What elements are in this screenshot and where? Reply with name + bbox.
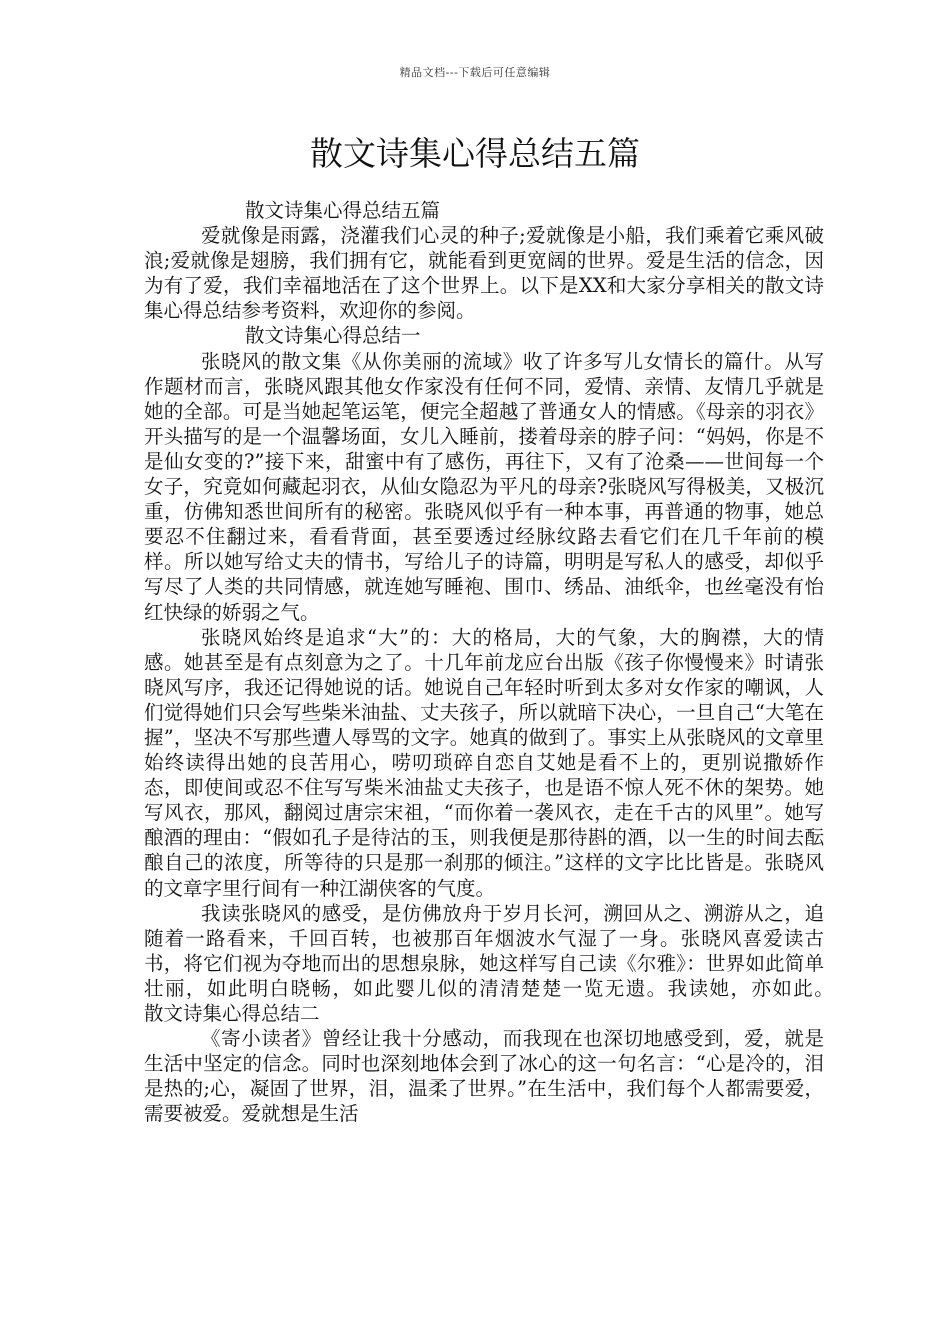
section-heading-1: 散文诗集心得总结一 (245, 324, 421, 348)
intro-paragraph: 爱就像是雨露，浇灌我们心灵的种子;爱就像是小船，我们乘着它乘风破浪;爱就像是翅膀，我们拥有它，就能看到更宽阔的世界。爱是生活的信念，因为有了爱，我们幸福地活在了这个世界上。以下是XX和大家分享相关的散文诗集心得总结参考资料，欢迎你的参阅。 (144, 224, 824, 323)
intro-subheading: 散文诗集心得总结五篇 (245, 199, 441, 222)
document-title: 散文诗集心得总结五篇 (310, 134, 640, 173)
header-note: 精品文档---下载后可任意编辑 (399, 66, 551, 79)
body-paragraph: 我读张晓风的感受，是仿佛放舟于岁月长河，溯回从之、溯游从之，追随着一路看来，千回百转，也被那百年烟波水气湿了一身。张晓风喜爱读古书，将它们视为夺地而出的思想泉脉，她这样写自己读《尔雅》：世界如此简单壮丽，如此明白晓畅，如此婴儿似的清清楚楚一览无遗。我读她，亦如此。 散文诗集心得总结二 (144, 901, 864, 1025)
body-paragraph: 张晓风的散文集《从你美丽的流域》收了许多写儿女情长的篇什。从写作题材而言，张晓风跟其他女作家没有任何不同，爱情、亲情、友情几乎就是她的全部。可是当她起笔运笔，便完全超越了普通女人的情感。《母亲的羽衣》开头描写的是一个温馨场面，女儿入睡前，搂着母亲的脖子问：“妈妈，你是不是仙女变的?”接下来，甜蜜中有了感伤，再往下，又有了沧桑——世间每一个女子，究竟如何藏起羽衣，从仙女隐忍为平凡的母亲?张晓风写得极美，又极沉重，仿佛知悉世间所有的秘密。张晓风似乎有一种本事，再普通的物事，她总要忍不住翻过来，看看背面，甚至要透过经脉纹路去看它们在几千年前的模样。所以她写给丈夫的情书，写给儿子的诗篇，明明是写私人的感受，却似乎写尽了人类的共同情感，就连她写睡袍、围巾、绣品、油纸伞，也丝毫没有怡红快绿的娇弱之气。 (144, 349, 824, 624)
body-paragraph: 张晓风始终是追求“大”的：大的格局，大的气象，大的胸襟，大的情感。她甚至是有点刻意为之了。十几年前龙应台出版《孩子你慢慢来》时请张晓风写序，我还记得她说的话。她说自己年轻时听到太多对女作家的嘲讽，人们觉得她们只会写些柴米油盐、丈夫孩子，所以就暗下决心，一旦自己“大笔在握”，坚决不写那些遭人辱骂的文字。她真的做到了。事实上从张晓风的文章里始终读得出她的良苦用心，唠叨琐碎自恋自艾她是看不上的，更别说撒娇作态，即使间或忍不住写写柴米油盐丈夫孩子，也是语不惊人死不休的架势。她写风衣，那风，翻阅过唐宗宋祖，“而你着一袭风衣，走在千古的风里”。她写酿酒的理由：“假如孔子是待沽的玉，则我便是那待斟的酒，以一生的时间去酝酿自己的浓度，所等待的只是那一刹那的倾注。”这样的文字比比皆是。张晓风的文章字里行间有一种江湖侠客的气度。 (144, 625, 824, 900)
body-paragraph: 《寄小读者》曾经让我十分感动，而我现在也深切地感受到，爱，就是生活中坚定的信念。同时也深刻地体会到了冰心的这一句名言：“心是冷的，泪是热的;心，凝固了世界，泪，温柔了世界。”在生活中，我们每个人都需要爱，需要被爱。爱就想是生活 (144, 1027, 824, 1126)
document-body (144, 198, 864, 1126)
